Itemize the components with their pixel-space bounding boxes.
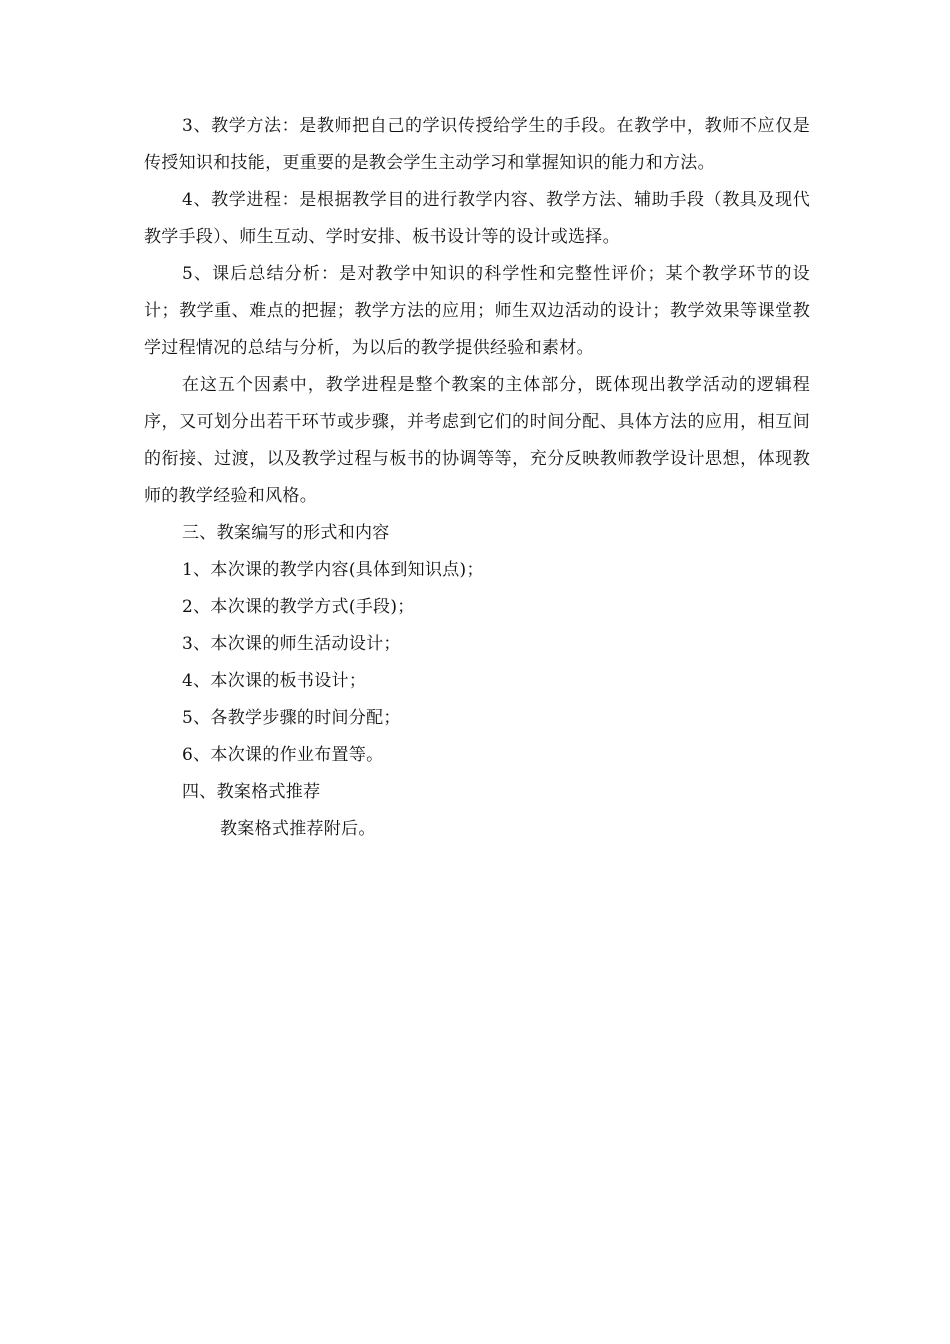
section-heading-4: 四、教案格式推荐 — [182, 782, 321, 802]
section-heading-3: 三、教案编写的形式和内容 — [182, 523, 390, 543]
list-item: 3、本次课的师生活动设计； — [182, 634, 401, 654]
list-item: 1、本次课的教学内容(具体到知识点)； — [182, 560, 484, 580]
paragraph-teaching-process: 4、教学进程：是根据教学目的进行教学内容、教学方法、辅助手段（教具及现代教学手段）、师生互动、学时安排、板书设计等的设计或选择。 — [144, 190, 810, 247]
section-4-text: 教案格式推荐附后。 — [220, 819, 376, 839]
paragraph-post-class-summary: 5、课后总结分析：是对教学中知识的科学性和完整性评价；某个教学环节的设计；教学重、难点的把握；教学方法的应用；师生双边活动的设计；教学效果等课堂教学过程情况的总结与分析，为以后的教学提供经验和素材。 — [144, 264, 810, 358]
list-item: 2、本次课的教学方式(手段)； — [182, 597, 415, 617]
list-item: 5、各教学步骤的时间分配； — [182, 708, 401, 728]
list-item: 4、本次课的板书设计； — [182, 671, 367, 691]
paragraph-five-factors: 在这五个因素中，教学进程是整个教案的主体部分，既体现出教学活动的逻辑程序，又可划分出若干环节或步骤，并考虑到它们的时间分配、具体方法的应用，相互间的衔接、过渡，以及教学过程与板书的协调等等，充分反映教师教学设计思想，体现教师的教学经验和风格。 — [144, 375, 810, 506]
document-page — [144, 108, 810, 848]
paragraph-teaching-method: 3、教学方法：是教师把自己的学识传授给学生的手段。在教学中，教师不应仅是传授知识和技能，更重要的是教会学生主动学习和掌握知识的能力和方法。 — [144, 116, 810, 173]
list-item: 6、本次课的作业布置等。 — [182, 745, 384, 765]
